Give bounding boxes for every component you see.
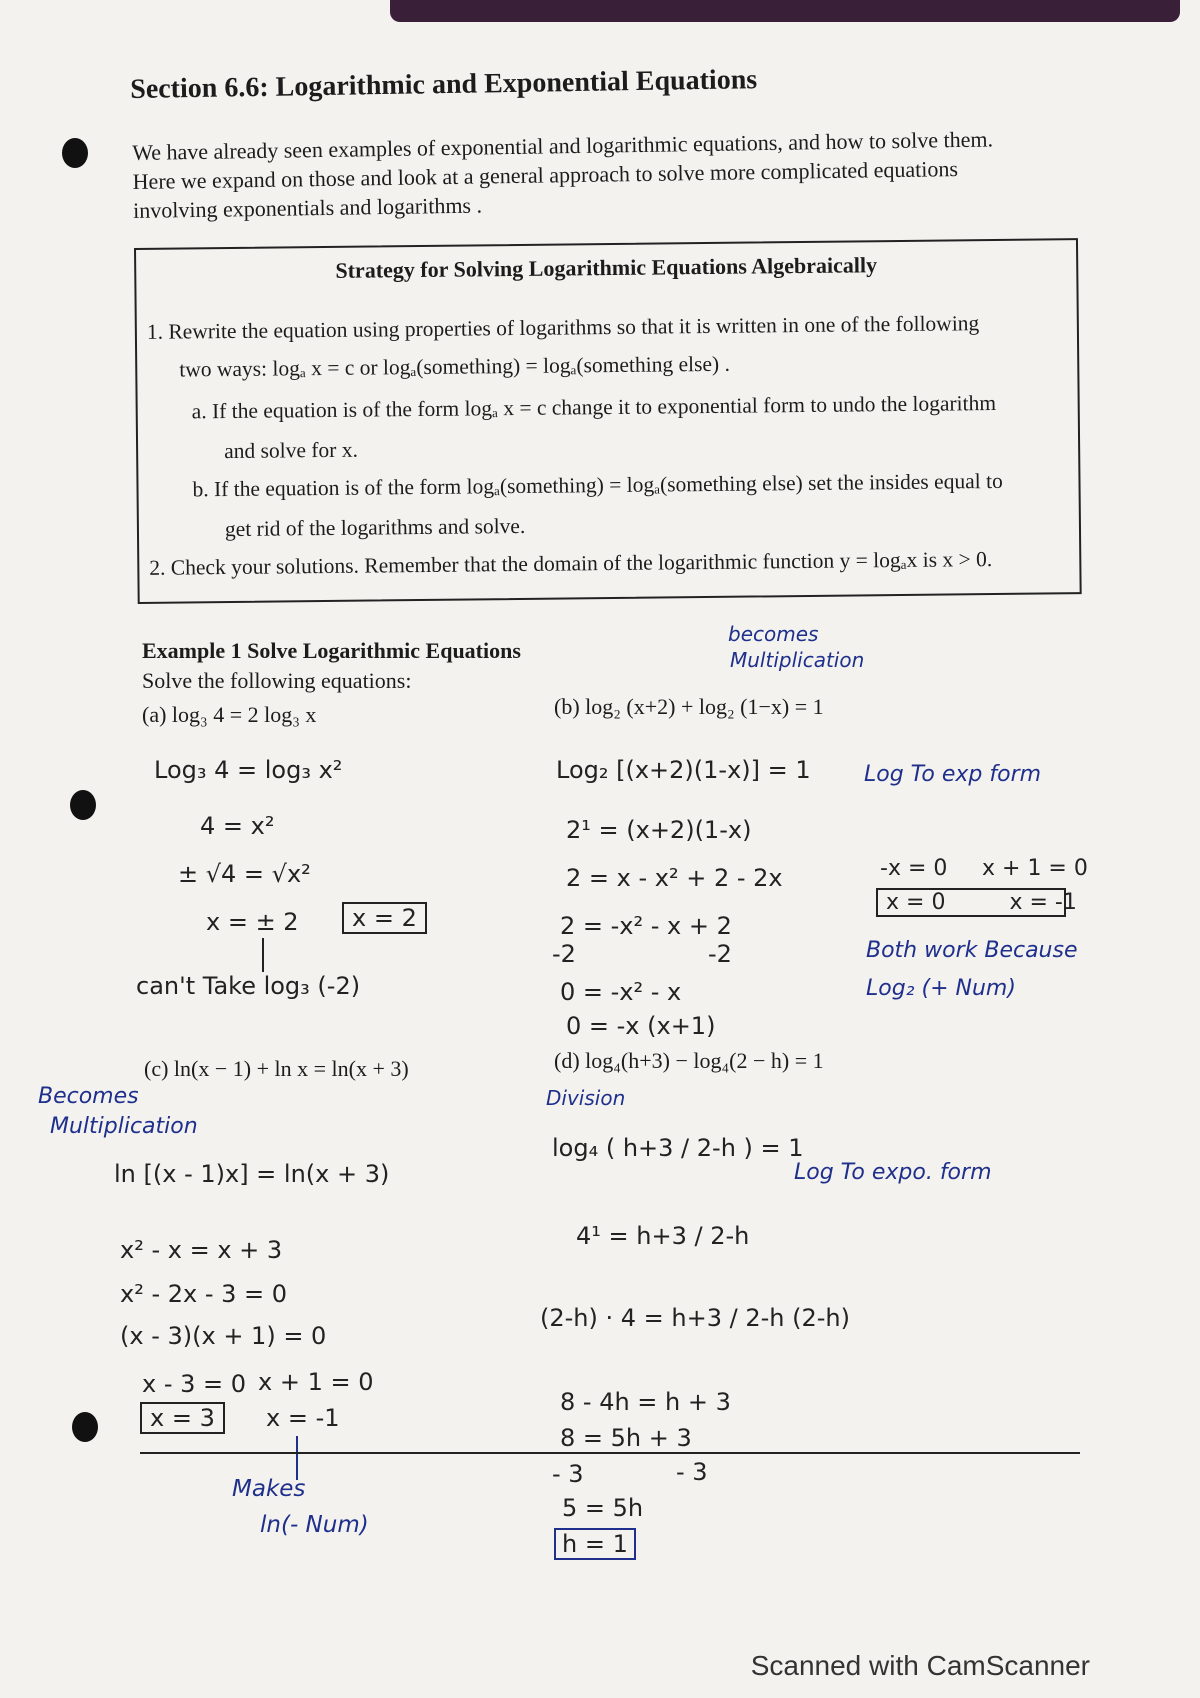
- intro-paragraph: [132, 123, 1073, 225]
- problem-a: (a) log₃ 4 = 2 log₃ x: [142, 702, 317, 727]
- strategy-step-1a-cont: and solve for x.: [224, 437, 358, 464]
- answer-d: h = 1: [554, 1528, 636, 1560]
- answer-c: x = 3: [140, 1402, 225, 1434]
- work-d-line-6a: - 3: [552, 1460, 584, 1488]
- work-c-line-4: (x - 3)(x + 1) = 0: [120, 1322, 327, 1350]
- problem-b: (b) log₂ (x+2) + log₂ (1−x) = 1: [554, 694, 824, 719]
- intro-line: We have already seen examples of exponential and logarithmic equations, and how to solve them.: [132, 126, 994, 165]
- work-c-line-3: x² - 2x - 3 = 0: [120, 1280, 288, 1308]
- example-title: Example 1 Solve Logarithmic Equations: [142, 638, 521, 663]
- strategy-title: Strategy for Solving Logarithmic Equations Algebraically: [335, 252, 878, 283]
- work-b-line-2: 2¹ = (x+2)(1-x): [566, 816, 752, 844]
- work-d-line-7: 5 = 5h: [562, 1494, 644, 1522]
- work-c-line-1: ln [(x - 1)x] = ln(x + 3): [114, 1160, 390, 1188]
- work-d-line-5: 8 = 5h + 3: [560, 1424, 692, 1452]
- work-b-line-1: Log₂ [(x+2)(1-x)] = 1: [556, 756, 811, 784]
- work-a-note: can't Take log₃ (-2): [136, 972, 361, 1000]
- work-c-note-1: Becomes: [38, 1084, 139, 1109]
- work-b-line-4: 2 = -x² - x + 2: [560, 912, 732, 940]
- work-c-note-2: Multiplication: [50, 1114, 198, 1139]
- work-c-line-2: x² - x = x + 3: [120, 1236, 283, 1264]
- work-a-line-2: 4 = x²: [200, 812, 275, 840]
- work-b-right-box: [876, 888, 1077, 917]
- work-b-note-right: Log To exp form: [864, 762, 1042, 787]
- work-c-line-5b: x + 1 = 0: [258, 1368, 374, 1396]
- work-b-right-2b: x = -1: [1009, 890, 1077, 915]
- work-d-note-1: Division: [546, 1086, 626, 1110]
- work-a-line-4: x = ± 2: [206, 908, 299, 936]
- work-d-line-1: log₄ ( h+3 / 2-h ) = 1: [552, 1134, 804, 1162]
- work-b-line-6: 0 = -x² - x: [560, 978, 682, 1006]
- section-title: Section 6.6: Logarithmic and Exponential Equations: [130, 64, 758, 105]
- work-b-right-4: Log₂ (+ Num): [866, 976, 1016, 1001]
- work-b-right-2a: x = 0: [886, 890, 946, 915]
- strategy-step-1b: b. If the equation is of the form logₐ(something) = logₐ(something else) set the insides equal to: [192, 468, 1003, 502]
- strategy-step-1a: a. If the equation is of the form logₐ x = c change it to exponential form to undo the logarithm: [191, 390, 997, 424]
- punch-hole: [62, 138, 88, 168]
- strategy-step-2: 2. Check your solutions. Remember that the domain of the logarithmic function y = logₐx is x > 0.: [149, 547, 993, 580]
- work-a-line-1: Log₃ 4 = log₃ x²: [154, 756, 343, 784]
- work-b-right-1b: x + 1 = 0: [982, 856, 1088, 881]
- work-d-line-3: (2-h) · 4 = h+3 / 2-h (2-h): [540, 1304, 850, 1332]
- punch-hole: [72, 1412, 98, 1442]
- arrow-up-icon: [262, 938, 264, 972]
- work-b-line-5b: -2: [708, 940, 732, 968]
- work-b-line-7: 0 = -x (x+1): [566, 1012, 716, 1040]
- work-b-right-1a: -x = 0: [880, 856, 948, 881]
- work-a-line-3: ± √4 = √x²: [178, 860, 311, 888]
- work-b-note-top: becomes: [728, 622, 819, 646]
- arrow-up-icon: [296, 1436, 298, 1480]
- strategy-box: [134, 238, 1082, 604]
- scanner-watermark: Scanned with CamScanner: [750, 1650, 1090, 1681]
- divider-line: [140, 1452, 1080, 1454]
- intro-line: involving exponentials and logarithms .: [132, 192, 483, 223]
- work-d-line-4: 8 - 4h = h + 3: [560, 1388, 731, 1416]
- scanner-edge-bar: [390, 0, 1180, 22]
- work-b-line-5a: -2: [552, 940, 576, 968]
- strategy-step-1b-cont: get rid of the logarithms and solve.: [224, 513, 526, 542]
- strategy-step-1: 1. Rewrite the equation using properties of logarithms so that it is written in one of the following: [146, 311, 980, 344]
- strategy-step-1-forms: two ways: logₐ x = c or logₐ(something) = logₐ(something else) .: [179, 351, 731, 382]
- work-d-note-right: Log To expo. form: [794, 1160, 992, 1185]
- problem-c: (c) ln(x − 1) + ln x = ln(x + 3): [144, 1056, 409, 1081]
- punch-hole: [70, 790, 96, 820]
- work-c-note-3: Makes: [232, 1476, 306, 1502]
- intro-line: Here we expand on those and look at a general approach to solve more complicated equations: [132, 156, 959, 194]
- work-c-line-5a: x - 3 = 0: [142, 1370, 247, 1398]
- example-subtitle: Solve the following equations:: [142, 668, 412, 693]
- work-b-right-3: Both work Because: [866, 938, 1078, 963]
- work-c-note-4: ln(- Num): [260, 1512, 369, 1538]
- work-b-line-3: 2 = x - x² + 2 - 2x: [566, 864, 783, 892]
- work-d-line-6b: - 3: [676, 1458, 708, 1486]
- work-c-line-6b: x = -1: [266, 1404, 340, 1432]
- work-b-note-top: Multiplication: [730, 648, 865, 672]
- answer-a: x = 2: [342, 902, 427, 934]
- problem-d: (d) log₄(h+3) − log₄(2 − h) = 1: [554, 1048, 824, 1073]
- work-d-line-2: 4¹ = h+3 / 2-h: [576, 1222, 750, 1250]
